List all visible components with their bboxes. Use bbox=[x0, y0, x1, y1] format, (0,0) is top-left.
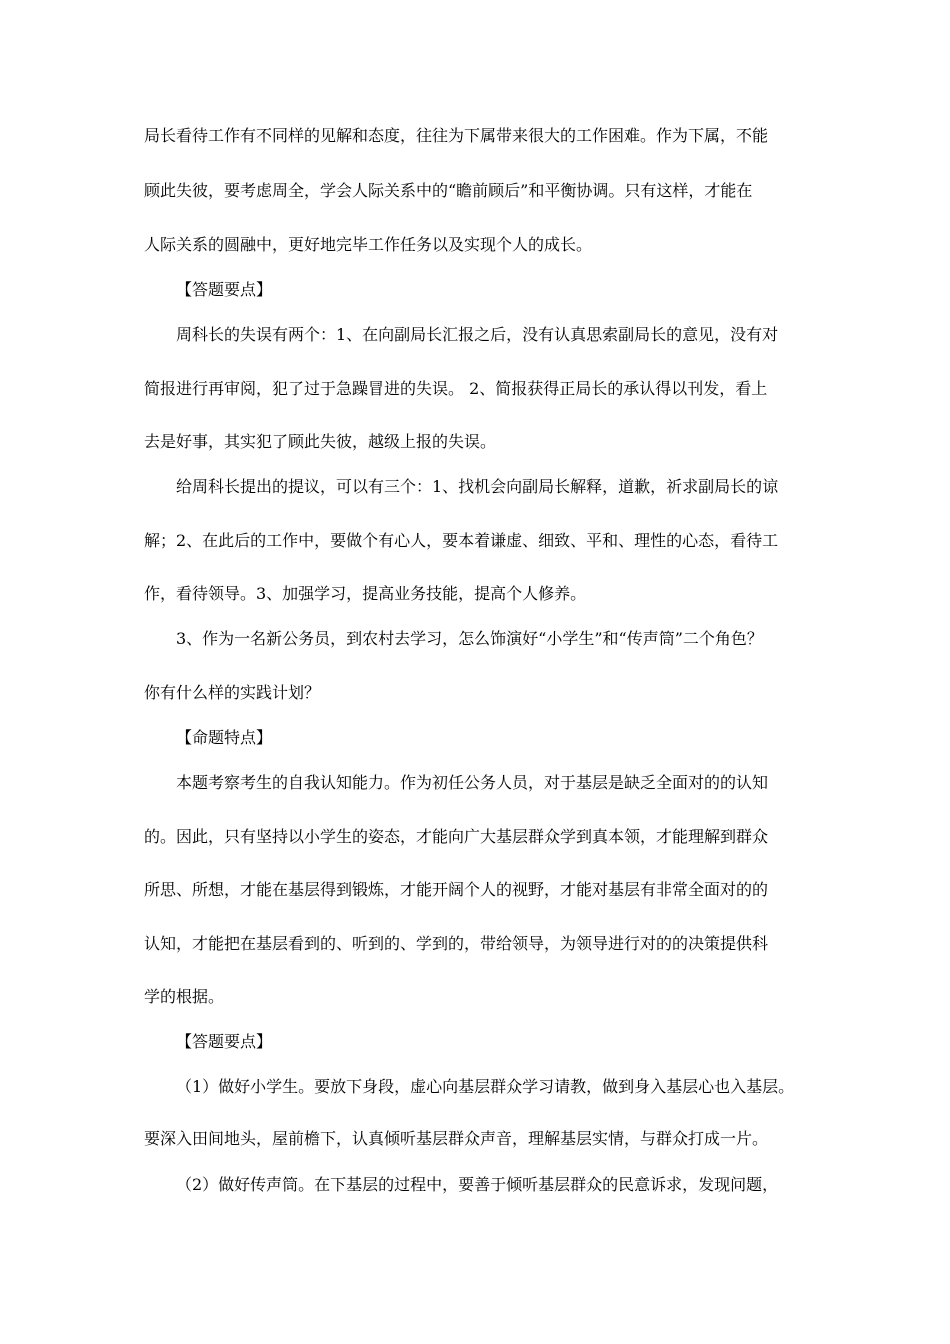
paragraph-line: 所思、所想，才能在基层得到锻炼，才能开阔个人的视野，才能对基层有非常全面对的的 bbox=[144, 880, 769, 899]
paragraph-line: 学的根据。 bbox=[144, 987, 225, 1006]
paragraph-line: 作，看待领导。3、加强学习，提高业务技能，提高个人修养。 bbox=[144, 584, 587, 603]
question-line: 你有什么样的实践计划？ bbox=[144, 683, 321, 702]
section-heading: 【命题特点】 bbox=[176, 728, 273, 747]
paragraph-line: （1）做好小学生。要放下身段，虚心向基层群众学习请教，做到身入基层心也入基层。 bbox=[176, 1077, 795, 1096]
paragraph-line: 顾此失彼，要考虑周全，学会人际关系中的“瞻前顾后”和平衡协调。只有这样，才能在 bbox=[144, 181, 753, 200]
paragraph-line: 去是好事，其实犯了顾此失彼，越级上报的失误。 bbox=[144, 432, 497, 451]
paragraph-line: （2）做好传声筒。在下基层的过程中，要善于倾听基层群众的民意诉求，发现问题， bbox=[176, 1175, 779, 1194]
paragraph-line: 给周科长提出的提议，可以有三个：1、找机会向副局长解释，道歉，祈求副局长的谅 bbox=[176, 477, 779, 496]
paragraph-line: 局长看待工作有不同样的见解和态度，往往为下属带来很大的工作困难。作为下属，不能 bbox=[144, 126, 769, 145]
paragraph-line: 人际关系的圆融中，更好地完毕工作任务以及实现个人的成长。 bbox=[144, 235, 593, 254]
paragraph-line: 认知，才能把在基层看到的、听到的、学到的，带给领导，为领导进行对的的决策提供科 bbox=[144, 934, 769, 953]
question-line: 3、作为一名新公务员，到农村去学习，怎么饰演好“小学生”和“传声筒”二个角色？ bbox=[176, 629, 763, 648]
paragraph-line: 要深入田间地头，屋前檐下，认真倾听基层群众声音，理解基层实情，与群众打成一片。 bbox=[144, 1129, 769, 1148]
paragraph-line: 本题考察考生的自我认知能力。作为初任公务人员，对于基层是缺乏全面对的的认知 bbox=[176, 773, 769, 792]
paragraph-line: 解；2、在此后的工作中，要做个有心人，要本着谦虚、细致、平和、理性的心态，看待工 bbox=[144, 531, 779, 550]
paragraph-line: 的。因此，只有坚持以小学生的姿态，才能向广大基层群众学到真本领，才能理解到群众 bbox=[144, 827, 769, 846]
section-heading: 【答题要点】 bbox=[176, 280, 273, 299]
paragraph-line: 周科长的失误有两个：1、在向副局长汇报之后，没有认真思索副局长的意见，没有对 bbox=[176, 325, 779, 344]
paragraph-line: 简报进行再审阅，犯了过于急躁冒进的失误。 2、简报获得正局长的承认得以刊发，看上 bbox=[144, 379, 768, 398]
section-heading: 【答题要点】 bbox=[176, 1032, 273, 1051]
